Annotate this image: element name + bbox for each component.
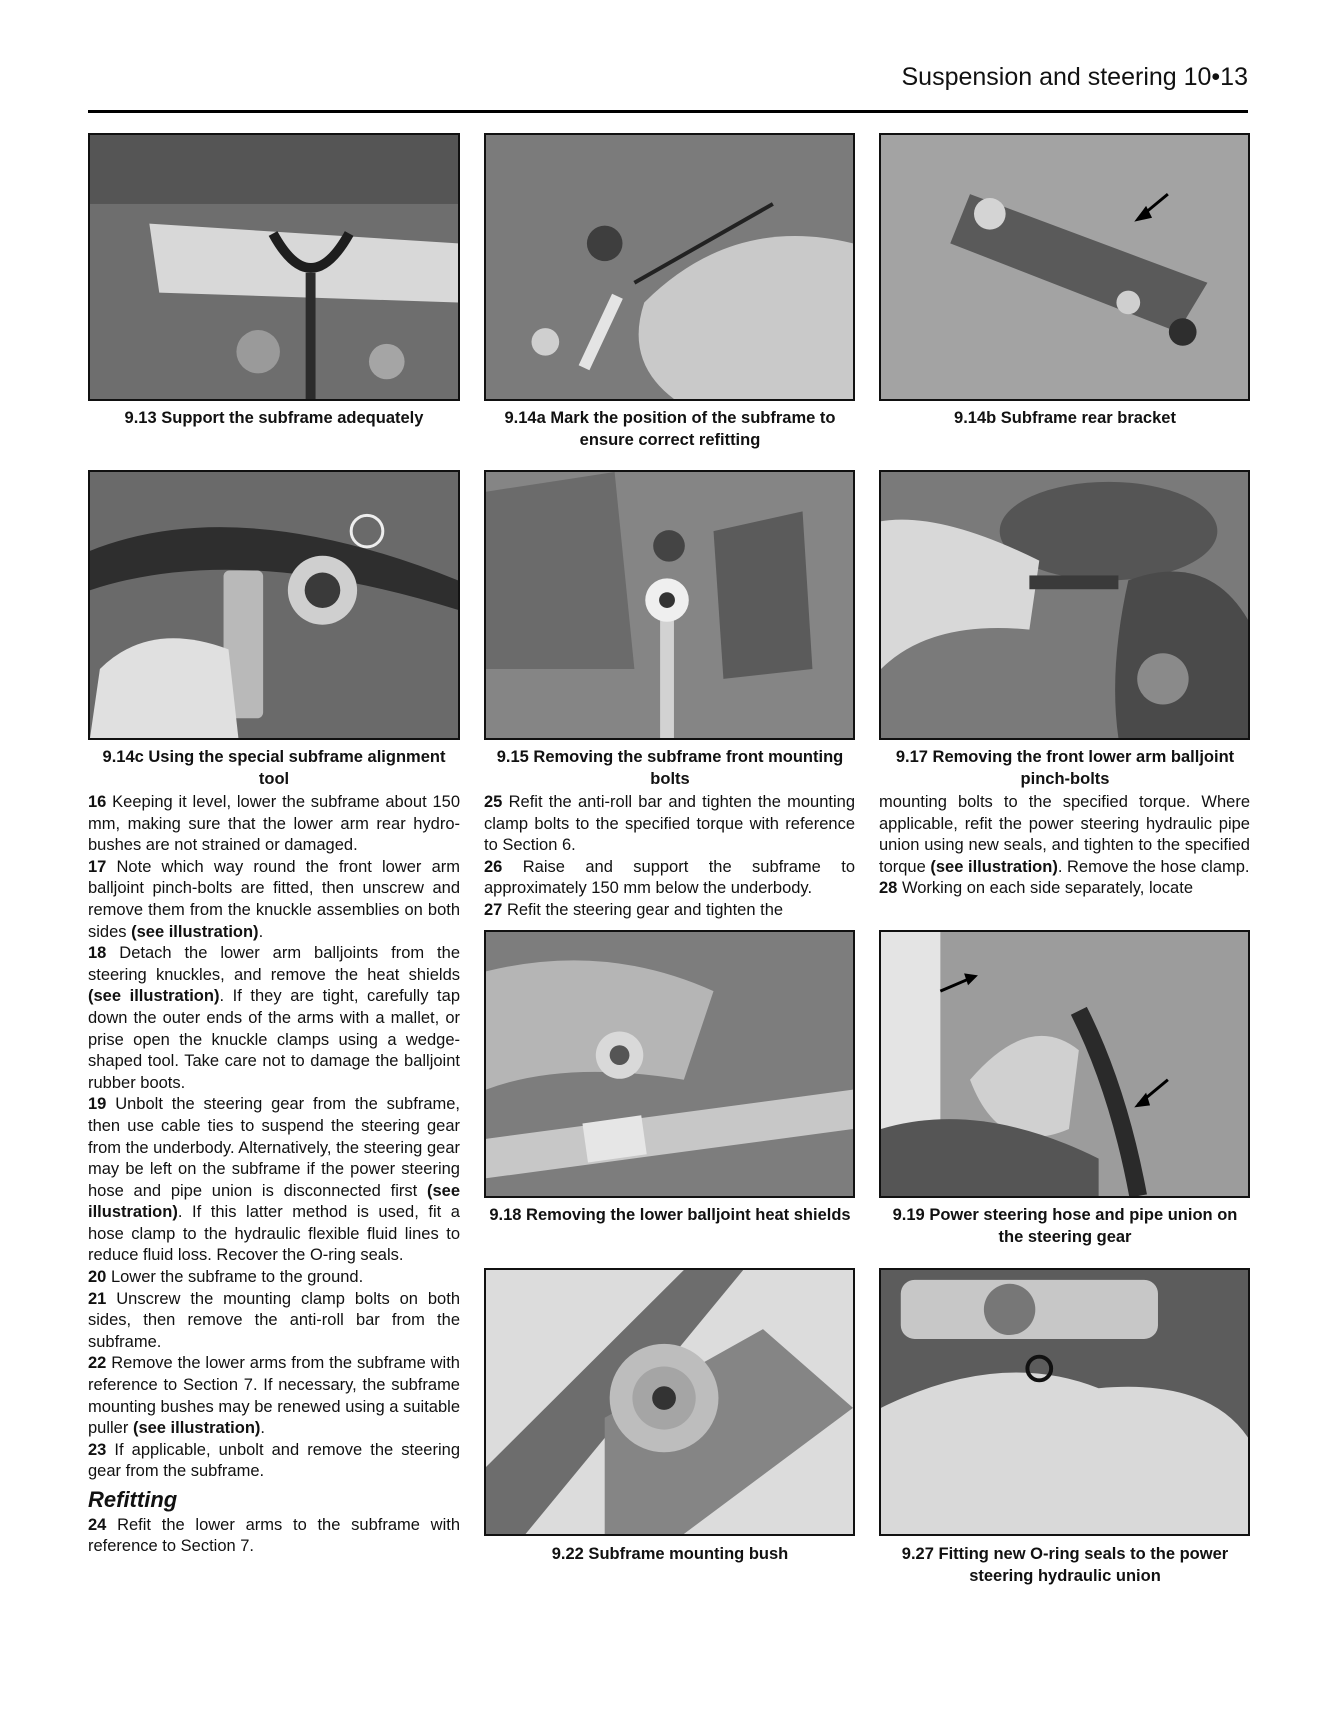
photo-icon: [881, 472, 1248, 738]
paragraph-27-continued: mounting bolts to the specified torque. Where applicable, refit the power steering hydraulic pipe union using new seals, and tighten to the specified torque (see illustration). Remove the hose clamp.: [879, 793, 1250, 876]
photo-9-18: [484, 930, 855, 1198]
paragraph-25: 25 Refit the anti-roll bar and tighten the mounting clamp bolts to the specified torque with reference to Section 6.: [484, 793, 855, 855]
caption-9-18: 9.18 Removing the lower balljoint heat shields: [489, 1206, 851, 1224]
caption-9-15: 9.15 Removing the subframe front mounting bolts: [496, 748, 844, 788]
photo-9-22: [484, 1268, 855, 1536]
text-column-middle: [484, 792, 855, 922]
paragraph-27: 27 Refit the steering gear and tighten the: [484, 900, 784, 919]
text-column-right: [879, 792, 1250, 900]
caption-9-13: 9.13 Support the subframe adequately: [124, 409, 424, 427]
photo-icon: [486, 932, 853, 1196]
photo-icon: [881, 135, 1248, 399]
paragraph-23: 23 If applicable, unbolt and remove the steering gear from the subframe.: [88, 1440, 460, 1481]
page-title: Suspension and steering 10•13: [901, 63, 1248, 91]
photo-9-13: [88, 133, 460, 401]
caption-9-14c: 9.14c Using the special subframe alignment tool: [102, 748, 446, 788]
photo-icon: [881, 1270, 1248, 1534]
text-column-left: [88, 792, 460, 1558]
photo-9-14b: [879, 133, 1250, 401]
paragraph-22: 22 Remove the lower arms from the subframe with reference to Section 7. If necessary, the subframe mounting bushes may be renewed using a suitable puller (see illustration).: [88, 1354, 460, 1438]
photo-icon: [486, 135, 853, 399]
caption-9-22: 9.22 Subframe mounting bush: [551, 1545, 789, 1563]
paragraph-17: 17 Note which way round the front lower arm balljoint pinch-bolts are fitted, then unscrew and remove them from the knuckle assemblies on both sides (see illustration).: [88, 857, 460, 941]
refitting-heading: Refitting: [88, 1487, 178, 1512]
photo-icon: [90, 135, 458, 399]
paragraph-21: 21 Unscrew the mounting clamp bolts on both sides, then remove the anti-roll bar from the subframe.: [88, 1289, 460, 1351]
photo-9-19: [879, 930, 1250, 1198]
paragraph-18: 18 Detach the lower arm balljoints from the steering knuckles, and remove the heat shields (see illustration). If they are tight, carefully tap down the outer ends of the arms with a mallet, or prise open the knuckle clamps using a wedge-shaped tool. Take care not to damage the balljoint rubber boots.: [88, 944, 460, 1092]
caption-9-14a: 9.14a Mark the position of the subframe to ensure correct refitting: [504, 409, 836, 449]
paragraph-16: 16 Keeping it level, lower the subframe about 150 mm, making sure that the lower arm rear hydro-bushes are not strained or damaged.: [88, 793, 460, 855]
photo-9-17: [879, 470, 1250, 740]
header-rule: [88, 110, 1248, 113]
caption-9-19: 9.19 Power steering hose and pipe union on the steering gear: [892, 1206, 1238, 1246]
paragraph-26: 26 Raise and support the subframe to approximately 150 mm below the underbody.: [484, 857, 855, 898]
photo-icon: [90, 472, 458, 738]
paragraph-19: 19 Unbolt the steering gear from the subframe, then use cable ties to suspend the steering gear from the underbody. Alternatively, the steering gear may be left on the subframe if the power steering hose and pipe union is disconnected first (see illustration). If this latter method is used, fit a hose clamp to the hydraulic flexible fluid lines to reduce fluid loss. Recover the O-ring seals.: [88, 1095, 460, 1265]
paragraph-20: 20 Lower the subframe to the ground.: [88, 1268, 364, 1287]
photo-icon: [486, 1270, 853, 1534]
photo-icon: [881, 932, 1248, 1196]
photo-9-27: [879, 1268, 1250, 1536]
photo-9-14c: [88, 470, 460, 740]
paragraph-24: 24 Refit the lower arms to the subframe with reference to Section 7.: [88, 1515, 460, 1556]
page-header: [88, 55, 1248, 113]
caption-9-14b: 9.14b Subframe rear bracket: [954, 409, 1176, 427]
photo-9-14a: [484, 133, 855, 401]
photo-9-15: [484, 470, 855, 740]
caption-9-17: 9.17 Removing the front lower arm balljoint pinch-bolts: [895, 748, 1235, 788]
paragraph-28: 28 Working on each side separately, locate: [879, 879, 1193, 898]
photo-icon: [486, 472, 853, 738]
caption-9-27: 9.27 Fitting new O-ring seals to the power steering hydraulic union: [901, 1545, 1229, 1585]
